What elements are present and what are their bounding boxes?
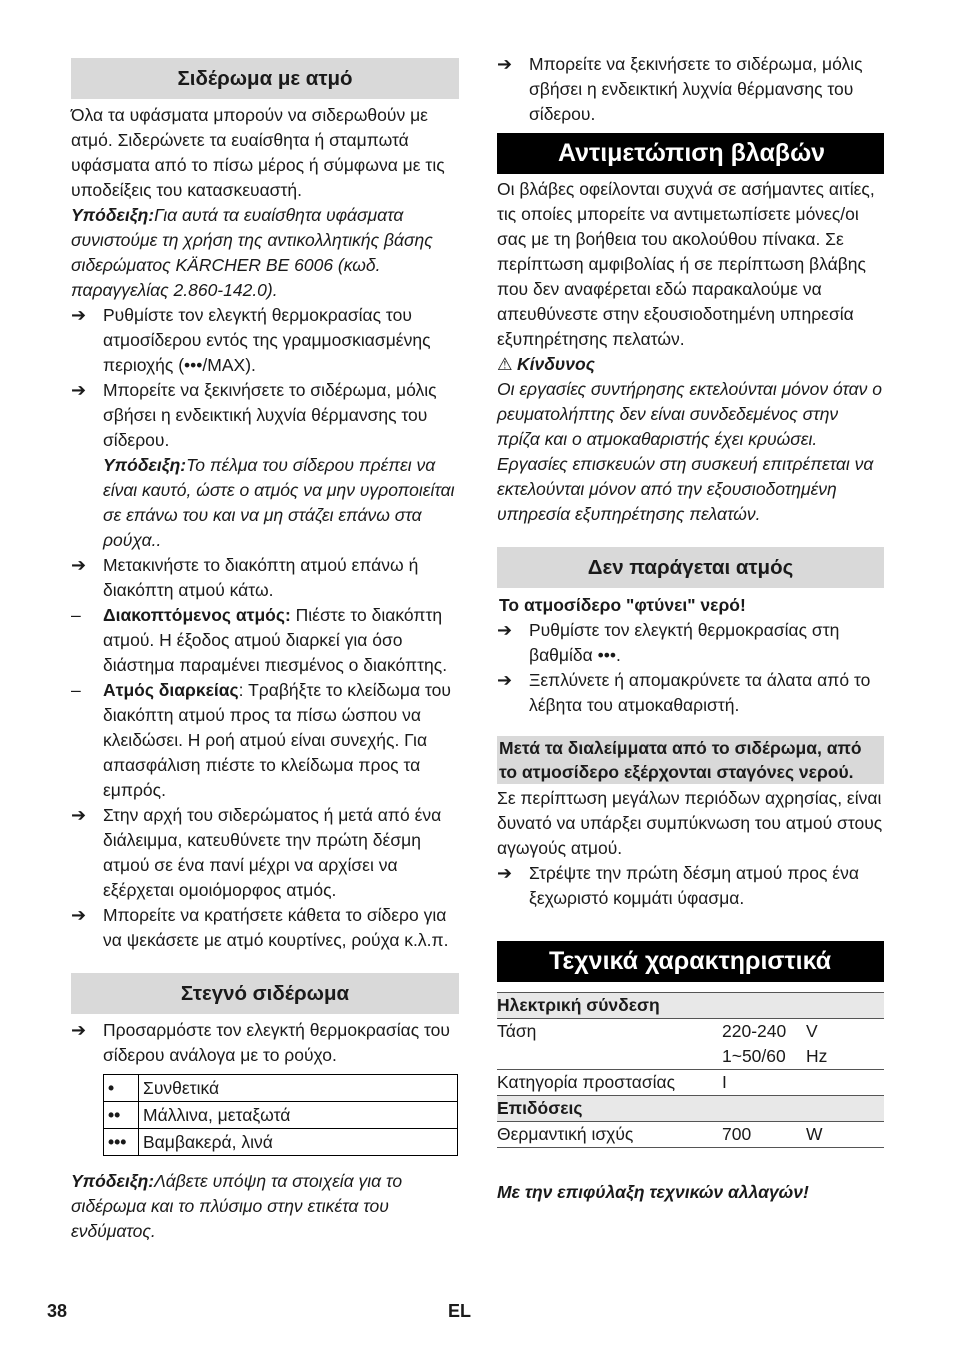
list-item: ➔ Μπορείτε να κρατήσετε κάθετα το σίδερο για να ψεκάσετε με ατμό κουρτίνες, ρούχα κ.λ.π. bbox=[71, 903, 459, 953]
table-row: ••• Βαμβακερά, λινά bbox=[104, 1129, 458, 1156]
table-row: 1~50/60 Hz bbox=[722, 1046, 828, 1066]
dash-icon: – bbox=[71, 605, 81, 625]
note-text: Για αυτά τα ευαίσθητα υφάσματα συνιστούμε τη χρήση της αντικολλητικής βάσης σιδερώματος KÄRCHER BE 6006 (κωδ. παραγγελίας 2.860-142.0). bbox=[71, 205, 433, 300]
table-row: • Συνθετικά bbox=[104, 1075, 458, 1102]
table-row: Θερμαντική ισχύς 700 W bbox=[497, 1122, 884, 1148]
section-heading-no-steam: Δεν παράγεται ατμός bbox=[497, 547, 884, 588]
arrow-icon: ➔ bbox=[71, 380, 87, 400]
chapter-heading-troubleshooting: Αντιμετώπιση βλαβών bbox=[497, 133, 884, 174]
list-item: – Ατμός διαρκείας: Τραβήξτε το κλείδωμα του διακόπτη ατμού προς τα πίσω ώσπου να κλειδώσει. Η ροή ατμού είναι συνεχής. Για απασφάλιση πιέστε το κλείδωμα προς τα εμπρός. bbox=[71, 678, 459, 803]
list-item: ➔ Στρέψτε την πρώτη δέσμη ατμού προς ένα ξεχωριστό κομμάτι ύφασμα. bbox=[497, 861, 884, 911]
list-item: ➔ Προσαρμόστε τον ελεγκτή θερμοκρασίας του σίδερου ανάλογα με το ρούχο. bbox=[71, 1018, 459, 1068]
technical-data-table bbox=[497, 992, 884, 1148]
warning-triangle-icon: ⚠ bbox=[497, 354, 513, 374]
arrow-icon: ➔ bbox=[71, 905, 87, 925]
section-heading-dry-ironing: Στεγνό σιδέρωμα bbox=[71, 973, 459, 1014]
paragraph-troubleshooting-intro: Οι βλάβες οφείλονται συχνά σε ασήμαντες αιτίες, τις οποίες μπορείτε να αντιμετωπίσετε μόνες/οι σας με τη βοήθεια του ακολούθου πίνακα. Σε περίπτωση αμφιβολίας ή σε περίπτωση βλάβης που δεν αναφέρεται εδώ παρακαλούμε να απευθύνεστε στην εξουσιοδοτημένη υπηρεσία εξυπηρέτησης πελατών. bbox=[497, 179, 875, 349]
fabric-settings-table bbox=[103, 1074, 458, 1156]
dash-icon: – bbox=[71, 680, 81, 700]
table-row: •• Μάλλινα, μεταξωτά bbox=[104, 1102, 458, 1129]
arrow-icon: ➔ bbox=[497, 620, 513, 640]
danger-text: Οι εργασίες συντήρησης εκτελούνται μόνον όταν ο ρευματολήπτης δεν είναι συνδεδεμένος στην πρίζα και ο ατμοκαθαριστής έχει κρυώσει. Εργασίες επισκευών στη συσκευή επιτρέπεται να εκτελούνται μόνον από την εξουσιοδοτημένη υπηρεσία εξυπηρέτησης πελατών. bbox=[497, 379, 882, 524]
note-block bbox=[71, 453, 459, 553]
list-item: ➔ Μπορείτε να ξεκινήσετε το σιδέρωμα, μόλις σβήσει η ενδεικτική λυχνία θέρμανσης του σίδερου. bbox=[71, 378, 459, 453]
note-text: Λάβετε υπόψη τα στοιχεία για το σιδέρωμα και το πλύσιμο στην ετικέτα του ενδύματος. bbox=[71, 1171, 403, 1241]
table-row: Ηλεκτρική σύνδεση bbox=[497, 993, 884, 1019]
arrow-icon: ➔ bbox=[71, 555, 87, 575]
note-label: Υπόδειξη: bbox=[71, 1171, 155, 1191]
note-block bbox=[71, 1169, 459, 1244]
chapter-heading-technical-data: Τεχνικά χαρακτηριστικά bbox=[497, 941, 884, 982]
note-label: Υπόδειξη: bbox=[71, 205, 155, 225]
list-item: – Διακοπτόμενος ατμός: Πιέστε το διακόπτη ατμού. Η έξοδος ατμού διαρκεί για όσο διάστημα παραμένει πιεσμένος ο διακόπτης. bbox=[71, 603, 459, 678]
list-item: ➔ Μπορείτε να ξεκινήσετε το σιδέρωμα, μόλις σβήσει η ενδεικτική λυχνία θέρμανσης του σίδερου. bbox=[497, 52, 884, 127]
term-label: Ατμός διαρκείας bbox=[103, 680, 239, 700]
term-label: Διακοπτόμενος ατμός: bbox=[103, 605, 291, 625]
page-number: 38 bbox=[47, 1301, 68, 1321]
arrow-icon: ➔ bbox=[497, 670, 513, 690]
table-row: Επιδόσεις bbox=[497, 1096, 884, 1122]
paragraph-steam-intro: Όλα τα υφάσματα μπορούν να σιδερωθούν με ατμό. Σιδερώνετε τα ευαίσθητα ή σταμπωτά υφάσματα από το πίσω μέρος ή σύμφωνα με τις υποδείξεις του κατασκευαστή. bbox=[71, 105, 445, 200]
table-row: Κατηγορία προστασίας I bbox=[497, 1070, 884, 1096]
arrow-icon: ➔ bbox=[497, 863, 513, 883]
fault-subheading: Το ατμοσίδερο "φτύνει" νερό! bbox=[499, 595, 746, 615]
right-column bbox=[497, 52, 884, 1205]
list-item: ➔ Ρυθμίστε τον ελεγκτή θερμοκρασίας του ατμοσίδερου εντός της γραμμοσκιασμένης περιοχής (•••/MAX). bbox=[71, 303, 459, 378]
arrow-icon: ➔ bbox=[71, 305, 87, 325]
technical-changes-note: Με την επιφύλαξη τεχνικών αλλαγών! bbox=[497, 1182, 809, 1202]
section-heading-steam-ironing: Σιδέρωμα με ατμό bbox=[71, 58, 459, 99]
section-heading-water-drops: Μετά τα διαλείμματα από το σιδέρωμα, από το ατμοσίδερο εξέρχονται σταγόνες νερού. bbox=[497, 736, 884, 784]
list-item: ➔ Μετακινήστε το διακόπτη ατμού επάνω ή διακόπτη ατμού κάτω. bbox=[71, 553, 459, 603]
arrow-icon: ➔ bbox=[71, 1020, 87, 1040]
left-column bbox=[71, 52, 459, 1244]
table-row: Τάση 220-240 V bbox=[497, 1019, 884, 1045]
note-text: Το πέλμα του σίδερου πρέπει να είναι καυτό, ώστε ο ατμός να μην υγροποιείται σε επάνω του και να μη στάζει επάνω στα ρούχα.. bbox=[103, 455, 455, 550]
list-item: ➔ Ρυθμίστε τον ελεγκτή θερμοκρασίας στη βαθμίδα •••. bbox=[497, 618, 884, 668]
paragraph-water-drops: Σε περίπτωση μεγάλων περιόδων αχρησίας, είναι δυνατό να υπάρξει συμπύκνωση του ατμού στους αγωγούς ατμού. bbox=[497, 788, 883, 858]
language-code: EL bbox=[448, 1301, 472, 1321]
note-label: Υπόδειξη: bbox=[103, 455, 187, 475]
list-item: ➔ Στην αρχή του σιδερώματος ή μετά από ένα διάλειμμα, κατευθύνετε την πρώτη δέσμη ατμού σε ένα πανί μέχρι να αρχίσει να εξέρχεται ομοιόμορφος ατμός. bbox=[71, 803, 459, 903]
note-block bbox=[71, 203, 459, 303]
arrow-icon: ➔ bbox=[71, 805, 87, 825]
list-item: ➔ Ξεπλύνετε ή απομακρύνετε τα άλατα από το λέβητα του ατμοκαθαριστή. bbox=[497, 668, 884, 718]
danger-label: Κίνδυνος bbox=[517, 354, 595, 374]
danger-heading bbox=[497, 352, 884, 377]
arrow-icon: ➔ bbox=[497, 54, 513, 74]
